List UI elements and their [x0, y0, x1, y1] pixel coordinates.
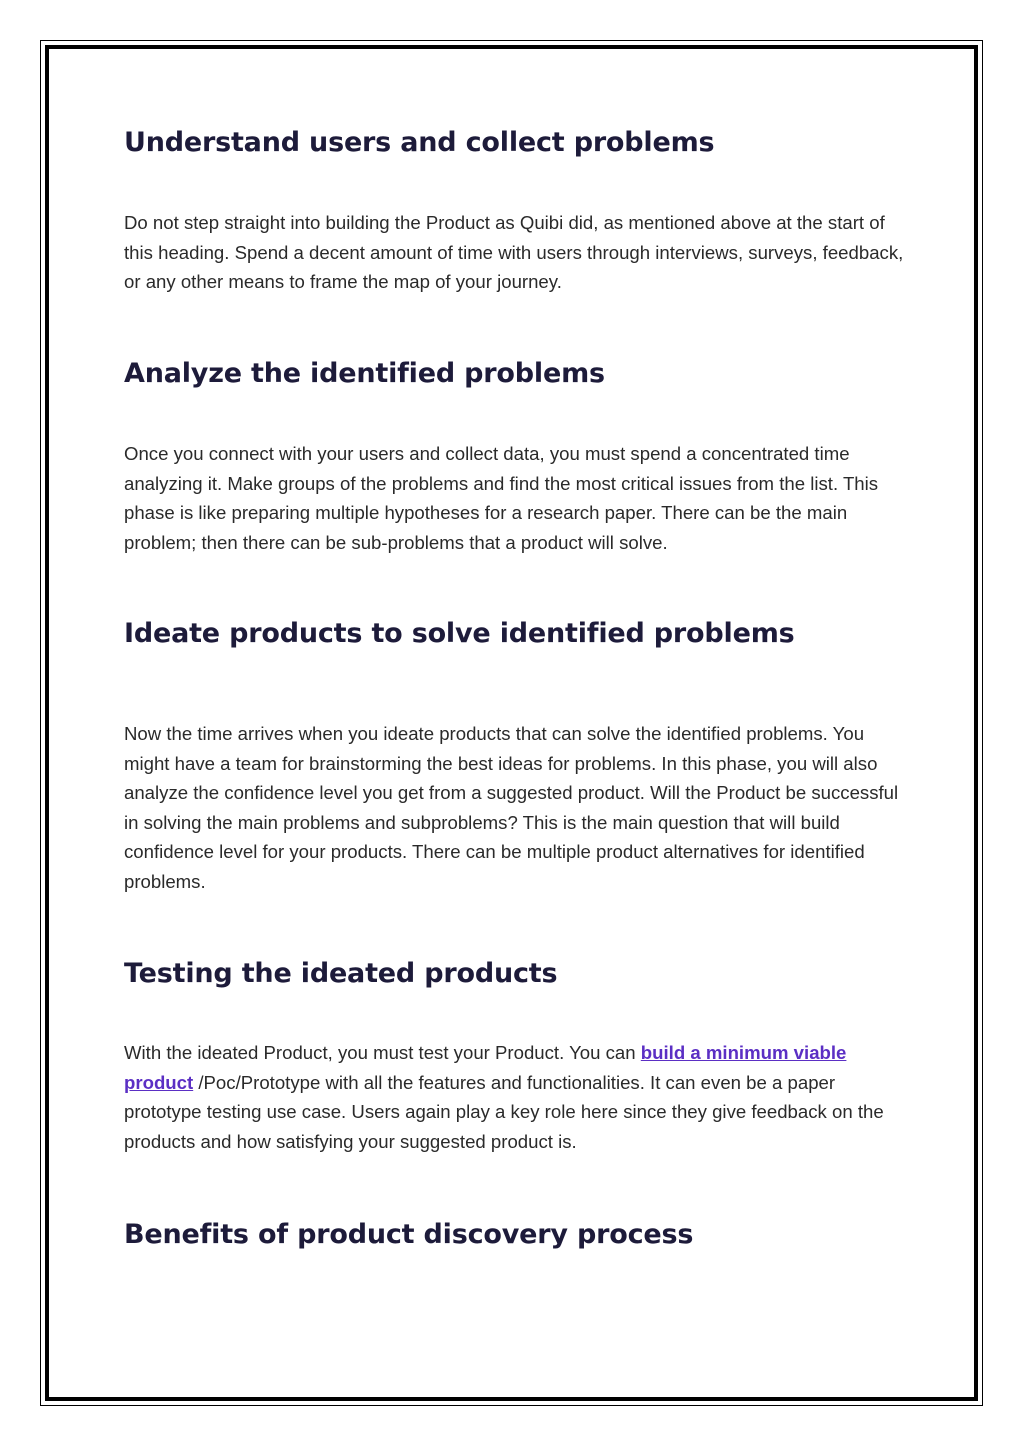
heading-ideate-products: Ideate products to solve identified problems — [124, 618, 795, 649]
paragraph-testing-text-before: With the ideated Product, you must test your Product. You can — [124, 1042, 641, 1063]
heading-analyze-problems: Analyze the identified problems — [124, 358, 605, 389]
paragraph-testing-text-after: /Poc/Prototype with all the features and functionalities. It can even be a paper prototype testing use case. Users again play a key role here since they give feedback on the products and how satisfying your suggested product is. — [124, 1071, 884, 1152]
heading-benefits: Benefits of product discovery process — [124, 1219, 694, 1250]
heading-testing-products: Testing the ideated products — [124, 958, 558, 989]
mvp-link[interactable]: build a minimum viable product — [124, 1042, 847, 1093]
heading-understand-users: Understand users and collect problems — [124, 127, 715, 158]
paragraph-analyze-problems: Once you connect with your users and collect data, you must spend a concentrated time analyzing it. Make groups of the problems and find the most critical issues from the list. This phase is like preparing multiple hypotheses for a research paper. There can be the main problem; then there can be sub-problems that a product will solve. — [124, 443, 879, 553]
paragraph-testing-products — [124, 1038, 914, 1156]
paragraph-ideate-products: Now the time arrives when you ideate products that can solve the identified problems. You might have a team for brainstorming the best ideas for problems. In this phase, you will also analyze the confidence level you get from a suggested product. Will the Product be successful in solving the main problems and subproblems? This is the main question that will build confidence level for your products. There can be multiple product alternatives for identified problems. — [124, 723, 899, 892]
paragraph-understand-users: Do not step straight into building the Product as Quibi did, as mentioned above at the start of this heading. Spend a decent amount of time with users through interviews, surveys, feedback, or any other means to frame the map of your journey. — [124, 212, 904, 293]
